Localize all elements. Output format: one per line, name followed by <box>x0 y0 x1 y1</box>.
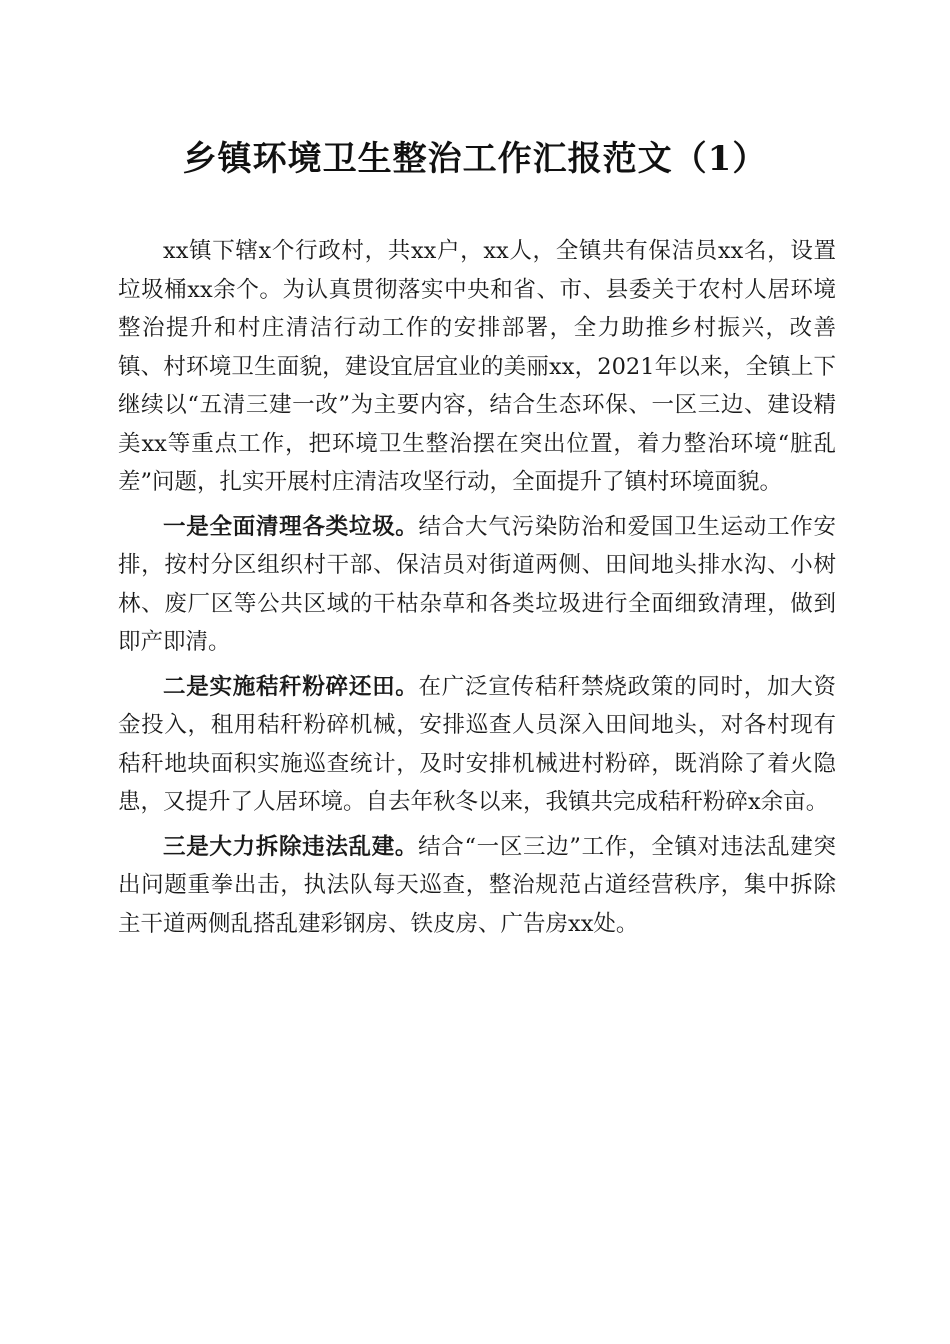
section-paragraph-2 <box>118 668 836 822</box>
section-paragraph-3 <box>118 828 836 944</box>
section-3-lead: 三是大力拆除违法乱建。 <box>163 833 419 860</box>
section-1-lead: 一是全面清理各类垃圾。 <box>163 513 419 540</box>
section-paragraph-1 <box>118 508 836 662</box>
section-2-text: 在广泛宣传秸秆禁烧政策的同时，加大资金投入，租用秸秆粉碎机械，安排巡查人员深入田间地头，对各村现有秸秆地块面积实施巡查统计，及时安排机械进村粉碎，既消除了着火隐患，又提升了人居环境。自去年秋冬以来，我镇共完成秸秆粉碎x余亩。 <box>118 673 836 815</box>
intro-paragraph: xx镇下辖x个行政村，共xx户，xx人，全镇共有保洁员xx名，设置垃圾桶xx余个。为认真贯彻落实中央和省、市、县委关于农村人居环境整治提升和村庄清洁行动工作的安排部署，全力助推乡村振兴，改善镇、村环境卫生面貌，建设宜居宜业的美丽xx，2021年以来，全镇上下继续以“五清三建一改”为主要内容，结合生态环保、一区三边、建设精美xx等重点工作，把环境卫生整治摆在突出位置，着力整治环境“脏乱差”问题，扎实开展村庄清洁攻坚行动，全面提升了镇村环境面貌。 <box>118 238 836 495</box>
section-1-text: 结合大气污染防治和爱国卫生运动工作安排，按村分区组织村干部、保洁员对街道两侧、田间地头排水沟、小树林、废厂区等公共区域的干枯杂草和各类垃圾进行全面细致清理，做到即产即清。 <box>118 513 836 655</box>
document-title: 乡镇环境卫生整治工作汇报范文（1） <box>182 139 768 179</box>
section-2-lead: 二是实施秸秆粉碎还田。 <box>163 673 419 700</box>
document-body <box>118 232 836 949</box>
section-3-text: 结合“一区三边”工作，全镇对违法乱建突出问题重拳出击，执法队每天巡查，整治规范占道经营秩序，集中拆除主干道两侧乱搭乱建彩钢房、铁皮房、广告房xx处。 <box>118 833 836 937</box>
